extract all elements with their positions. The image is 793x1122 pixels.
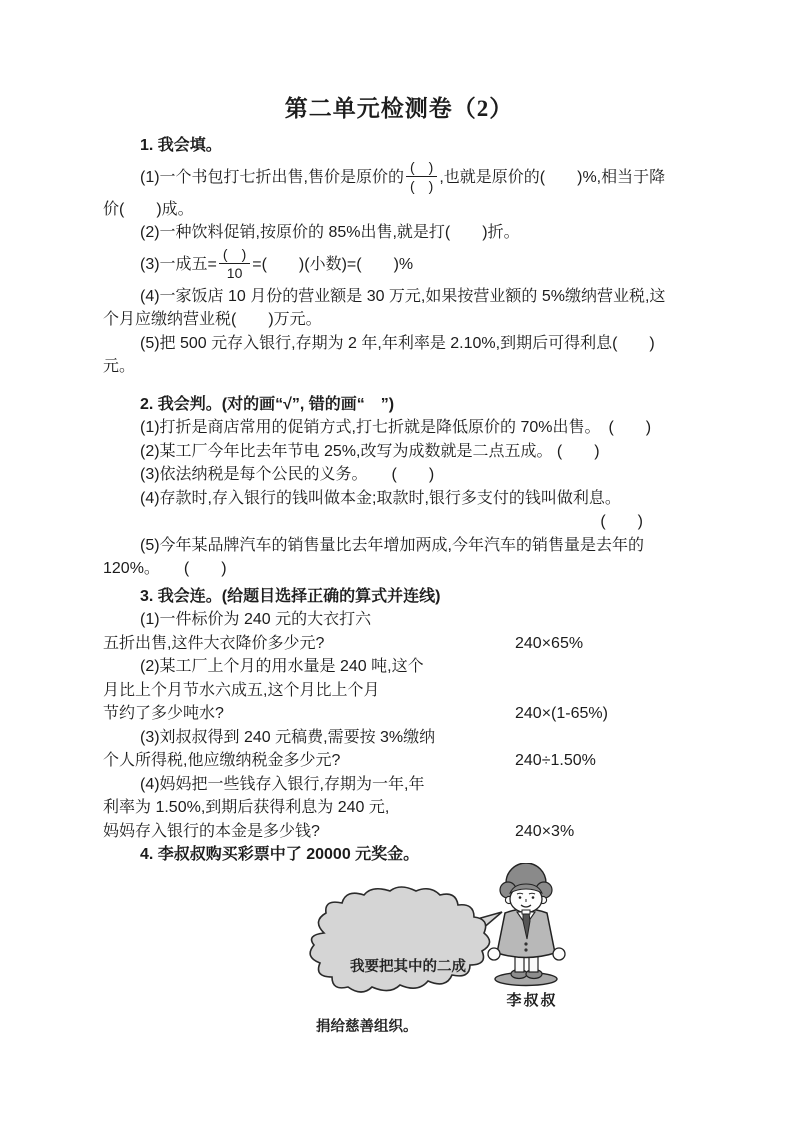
match-expression: 240×3% [515, 822, 575, 840]
q1-item3-pre: (3)一成五= [140, 255, 217, 273]
match-question [103, 608, 515, 655]
paper-content [103, 92, 695, 1047]
match-question-line: 五折出售,这件大衣降价多少元? [103, 634, 325, 652]
match-question-line: 月比上个月节水六成五,这个月比上个月 [103, 681, 380, 699]
match-question [103, 726, 515, 773]
match-expression: 240÷1.50% [515, 752, 596, 769]
fraction-numerator: ( ) [219, 246, 250, 264]
q2-item3: (3)依法纳税是每个公民的义务。 ( ) [140, 466, 435, 483]
bubble-text-line2: 捐给慈善组织。 [316, 1018, 418, 1035]
blank-fraction [406, 159, 437, 194]
section2-heading: 2. 我会判。(对的画“√”, 错的画“ ”) [140, 395, 395, 413]
match-question-line: 节约了多少吨水? [103, 705, 224, 722]
match-question-line: (3)刘叔叔得到 240 元稿费,需要按 3%缴纳 [140, 728, 436, 746]
person-cartoon-icon [475, 863, 589, 989]
q1-item1-line2: 价( )成。 [103, 200, 194, 218]
section4-heading: 4. 李叔叔购买彩票中了 20000 元奖金。 [140, 846, 420, 863]
q1-item5-line1: (5)把 500 元存入银行,存期为 2 年,年利率是 2.10%,到期后可得利息( ) [140, 334, 655, 352]
tenths-fraction [219, 246, 250, 281]
section3-heading: 3. 我会连。(给题目选择正确的算式并连线) [140, 587, 441, 605]
q2-item2: (2)某工厂今年比去年节电 25%,改写为成数就是二点五成。 ( ) [140, 442, 600, 460]
match-question-line: 个人所得税,他应缴纳税金多少元? [103, 752, 341, 769]
match-question-line: 妈妈存入银行的本金是多少钱? [103, 822, 320, 840]
bubble-text-line1: 我要把其中的二成 [350, 958, 466, 975]
match-question-line: (1)一件标价为 240 元的大衣打六 [140, 611, 372, 628]
q2-item4-answer-blank: ( ) [600, 513, 643, 530]
q1-item1-pre: (1)一个书包打七折出售,售价是原价的 [140, 168, 405, 186]
q1-item1-line1 [103, 158, 695, 198]
q2-item1: (1)打折是商店常用的促销方式,打七折就是降低原价的 70%出售。 ( ) [140, 419, 652, 436]
match-item-2 [103, 655, 695, 726]
match-question-line: (2)某工厂上个月的用水量是 240 吨,这个 [140, 658, 424, 675]
q1-item3-post: =( )(小数)=( )% [252, 255, 414, 273]
match-item-4 [103, 773, 695, 844]
q1-item5-line2: 元。 [103, 358, 136, 375]
q2-item4-line1: (4)存款时,存入银行的钱叫做本金;取款时,银行多支付的钱叫做利息。 [140, 489, 621, 507]
match-item-1 [103, 608, 695, 655]
fraction-numerator: ( ) [406, 159, 437, 177]
bubble-text [316, 917, 481, 1077]
q1-item1-post: ,也就是原价的( )%,相当于降 [439, 168, 666, 186]
match-expression: 240×65% [515, 634, 584, 652]
uncle-li-figure [475, 863, 589, 989]
fraction-denominator: 10 [226, 264, 243, 281]
match-item-3 [103, 726, 695, 773]
match-question-line: (4)妈妈把一些钱存入银行,存期为一年,年 [140, 775, 425, 793]
q2-item5-line1: (5)今年某品牌汽车的销售量比去年增加两成,今年汽车的销售量是去年的 [140, 536, 645, 554]
section1-heading: 1. 我会填。 [140, 137, 222, 154]
q1-item4-line2: 个月应缴纳营业税( )万元。 [103, 311, 322, 328]
figure-caption: 李叔叔 [506, 991, 558, 1009]
q2-item5-line2: 120%。 ( ) [103, 560, 227, 577]
match-expression: 240×(1-65%) [515, 705, 608, 722]
match-question [103, 773, 515, 844]
match-question [103, 655, 515, 726]
q1-item4-line1: (4)一家饭店 10 月份的营业额是 30 万元,如果按营业额的 5%缴纳营业税,这 [140, 287, 666, 305]
q1-item3 [103, 245, 695, 285]
fraction-denominator: ( ) [410, 177, 434, 194]
page-title: 第二单元检测卷（2） [284, 96, 514, 121]
q1-item2: (2)一种饮料促销,按原价的 85%出售,就是打( )折。 [140, 224, 520, 241]
speech-bubble [298, 885, 503, 1035]
illustration [103, 867, 695, 1047]
match-question-line: 利率为 1.50%,到期后获得利息为 240 元, [103, 799, 390, 816]
